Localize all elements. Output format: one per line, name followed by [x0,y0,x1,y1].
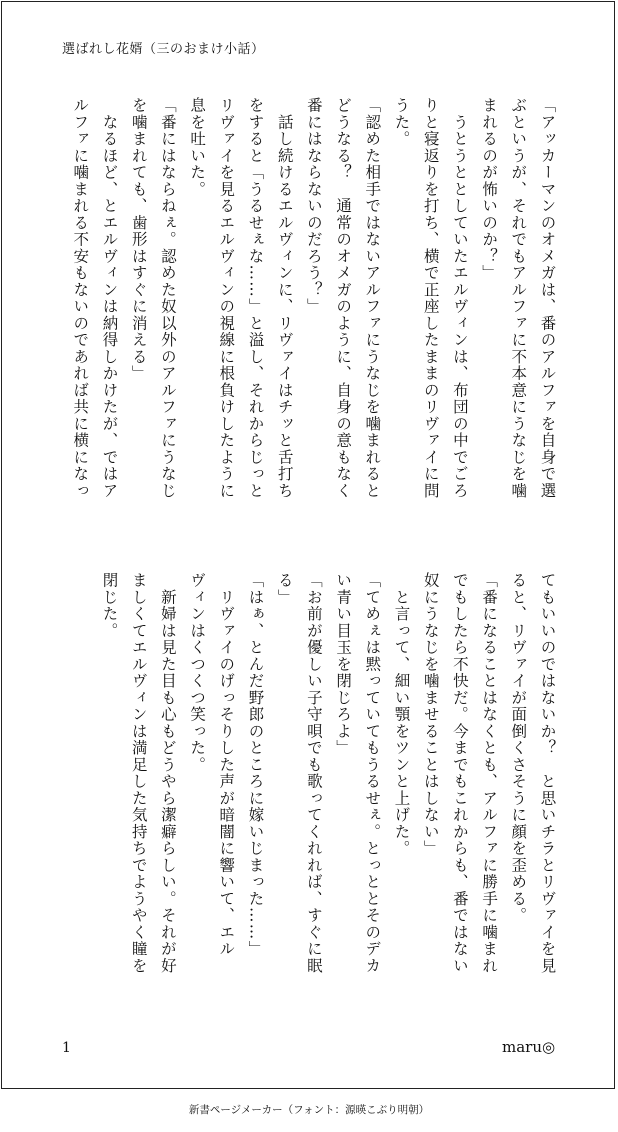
text-line: うとうととしていたエルヴィンは、布団の中でごろ [450,97,469,499]
text-line: ヴィンはくつくつ笑った。 [188,572,207,773]
author-name: maru◎ [502,1038,556,1056]
text-line: 新婦は見た目も心もどうやら潔癖らしい。それが好 [158,572,177,974]
text-line: ルファに噛まれる不安もないのであれば共に横になっ [71,97,90,499]
text-line: りと寝返りを打ち、横で正座したままのリヴァイに問 [421,97,440,499]
text-line: どうなる？ 通常のオメガのように、自身の意もなく [334,97,353,499]
text-line: ぶというが、それでもアルファに不本意にうなじを噛 [509,97,528,499]
text-line: 「はぁ、とんだ野郎のところに嫁いじまった……」 [246,572,265,958]
text-line: なるほど、とエルヴィンは納得しかけたが、ではア [100,97,119,499]
text-line: 息を吐いた。 [188,97,207,198]
page-frame [1,1,615,1089]
text-line: リヴァイを見るエルヴィンの視線に根負けしたように [217,97,236,499]
text-line: ましくてエルヴィンは満足した気持ちでようやく瞳を [129,572,148,974]
text-line: 「お前が優しい子守唄でも歌ってくれれば、すぐに眠 [304,572,323,974]
text-line: 閉じた。 [100,572,119,639]
text-line: 「認めた相手ではないアルファにうなじを噛まれると [363,97,382,499]
text-line: でもしたら不快だ。今までもこれからも、番ではない [450,572,469,974]
page-title: 選ばれし花婿（三のおまけ小話） [62,42,265,57]
text-column-bottom [0,572,614,1002]
text-line: 奴にうなじを噛ませることはしない」 [421,572,440,857]
text-line: い青い目玉を閉じろよ」 [334,572,353,757]
text-line: と言って、細い顎をツンと上げた。 [392,572,411,857]
text-line: 番にはならないのだろう？」 [304,97,323,315]
text-column-top [0,97,614,527]
text-line: まれるのが怖いのか？」 [480,97,499,282]
text-line: を噛まれても、歯形はすぐに消える」 [129,97,148,382]
text-line: る」 [275,572,294,606]
page-number: 1 [62,1040,71,1056]
text-line: てもいいのではないか？ と思いチラとリヴァイを見 [538,572,557,974]
text-line: 「番にはならねぇ。認めた奴以外のアルファにうなじ [158,97,177,499]
text-line: ると、リヴァイが面倒くさそうに顔を歪める。 [509,572,528,924]
footer-credit: 新書ページメーカー（フォント：源暎こぶり明朝） [188,1104,430,1116]
text-line: 「アッカーマンのオメガは、番のアルファを自身で選 [538,97,557,499]
text-line: うた。 [392,97,411,148]
text-line: 「番になることはなくとも、アルファに勝手に噛まれ [480,572,499,974]
text-line: リヴァイのげっそりした声が暗闇に響いて、エル [217,572,236,958]
text-line: をすると「うるせぇな……」と溢し、それからじっと [246,97,265,499]
text-line: 「てめぇは黙っていてもうるせぇ。とっととそのデカ [363,572,382,974]
text-line: 話し続けるエルヴィンに、リヴァイはチッと舌打ち [275,97,294,499]
